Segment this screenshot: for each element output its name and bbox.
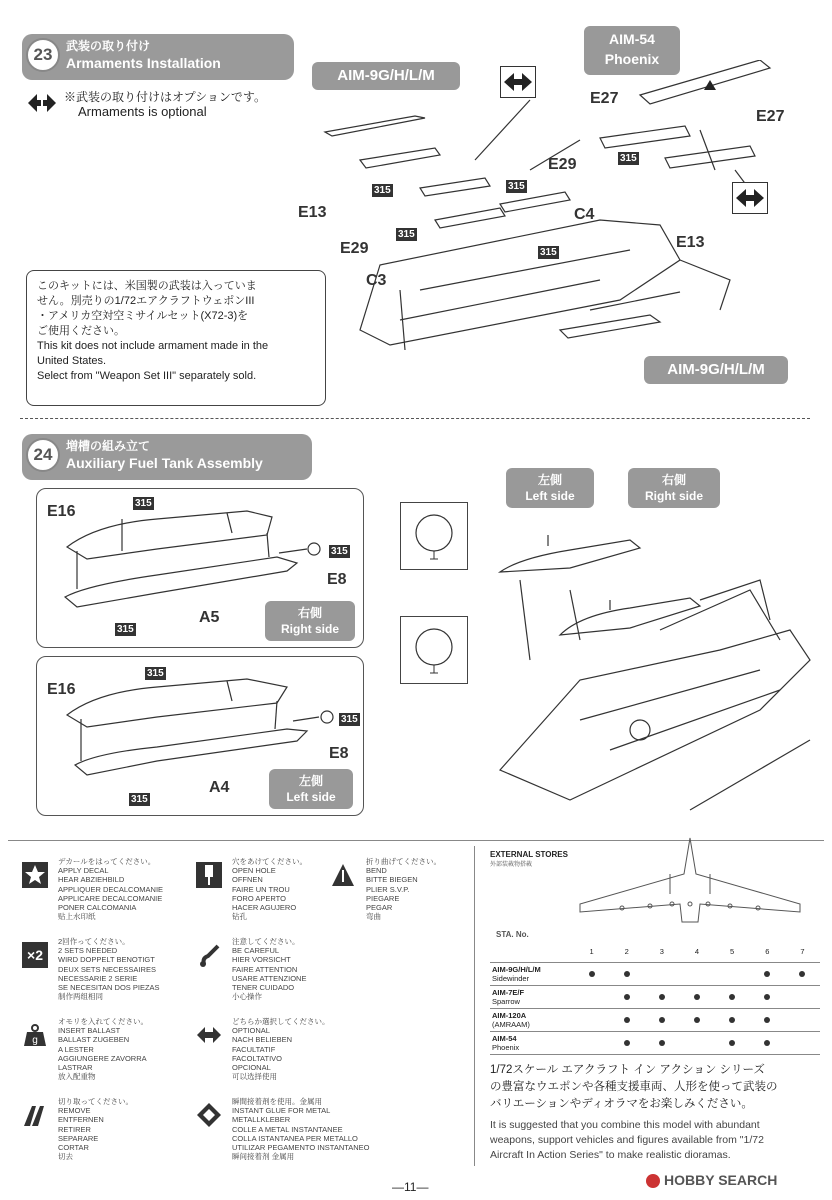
x2-icon: ×2 <box>22 942 48 968</box>
legend-line: BEND <box>366 866 387 876</box>
part-a5: A5 <box>199 609 220 626</box>
legend-line: 2 SETS NEEDED <box>58 946 118 956</box>
store-row <box>490 963 820 986</box>
weight-icon <box>22 1022 48 1048</box>
optional-icon <box>196 1022 222 1048</box>
legend-line: 弯曲 <box>366 912 381 922</box>
legend-line: FORO APERTO <box>232 893 286 903</box>
svg-text:g: g <box>32 1035 38 1046</box>
side-jp: 左側 <box>298 774 323 788</box>
remove-icon <box>22 1102 48 1128</box>
stores-rows <box>490 963 820 1055</box>
legend-line: METALLKLEBER <box>232 1115 291 1125</box>
legend-line: 注意してください。 <box>232 937 300 946</box>
paint-code: 315 <box>147 668 164 679</box>
legend-line: BITTE BIEGEN <box>366 875 418 885</box>
legend-line: FACULTATIF <box>232 1044 276 1054</box>
legend-line: 小心操作 <box>232 992 262 1002</box>
step-24-header <box>22 434 312 480</box>
legend-line: OFFNEN <box>232 875 263 885</box>
part-e27-b: E27 <box>756 108 785 125</box>
station-cell <box>715 986 750 1009</box>
legend-line: CORTAR <box>58 1143 89 1153</box>
legend-bend <box>366 857 441 921</box>
drill-icon <box>196 862 222 888</box>
step-title-jp: 武装の取り付け <box>66 39 151 53</box>
legend-line: 制作两组相同 <box>58 992 103 1002</box>
part-e8: E8 <box>327 571 347 588</box>
store-name-cell <box>490 1032 574 1055</box>
legend-line: 2回作ってください。 <box>58 937 130 946</box>
legend-line: BALLAST ZUGEBEN <box>58 1035 130 1045</box>
legend-line: COLLA ISTANTANEA PER METALLO <box>232 1133 358 1143</box>
station-cell <box>679 986 714 1009</box>
series-en-line: Aircraft In Action Series" to make realistic dioramas. <box>490 1149 731 1161</box>
station-dot-icon <box>729 994 735 1000</box>
legend-line: オモリを入れてください。 <box>58 1017 148 1026</box>
note-en-line: This kit does not include armament made in the <box>37 340 269 352</box>
station-dot-icon <box>694 1017 700 1023</box>
watermark-logo-icon <box>646 1174 660 1188</box>
legend-line: 可以选择使用 <box>232 1072 277 1082</box>
station-cell <box>644 963 679 986</box>
optional-icon-right <box>732 182 768 214</box>
note-jp-line: せん。別売りの1/72エアクラフトウェポンIII <box>37 295 255 307</box>
aim54-label-line1: AIM-54 <box>609 31 655 47</box>
station-cell <box>750 986 785 1009</box>
series-text-en <box>490 1118 820 1163</box>
optional-icon <box>28 92 56 114</box>
station-cell <box>785 1032 820 1055</box>
right-side-tag <box>265 601 355 641</box>
station-dot-icon <box>694 994 700 1000</box>
station-number: 6 <box>750 940 785 963</box>
station-dot-icon <box>659 994 665 1000</box>
legend-line: 贴上水印纸 <box>58 912 96 922</box>
station-cell <box>750 963 785 986</box>
paint-code: 315 <box>620 153 637 164</box>
side-en: Left side <box>525 489 575 503</box>
note-jp-line: ・アメリカ空対空ミサイルセット(X72-3)を <box>37 310 249 322</box>
part-e13-a: E13 <box>298 204 327 221</box>
legend-line: HIER VORSICHT <box>232 955 291 965</box>
series-text-jp <box>490 1062 820 1113</box>
store-name: AIM-9G/H/L/M <box>492 965 541 974</box>
star-icon <box>22 862 48 888</box>
legend-line: AGGIUNGERE ZAVORRA <box>58 1053 147 1063</box>
legend-line: NACH BELIEBEN <box>232 1035 293 1045</box>
legend-line: WIRD DOPPELT BENOTIGT <box>58 955 155 965</box>
station-cell <box>609 1009 644 1032</box>
legend-line: 放入配重物 <box>58 1072 96 1082</box>
optional-note-en: Armaments is optional <box>78 104 207 119</box>
station-header-row <box>490 940 820 963</box>
part-e16: E16 <box>47 503 76 520</box>
legend-hole <box>232 857 307 921</box>
part-e16: E16 <box>47 681 76 698</box>
station-number: 7 <box>785 940 820 963</box>
legend-line: BE CAREFUL <box>232 946 280 956</box>
store-subname: (AMRAAM) <box>492 1020 530 1029</box>
legend-line: FAIRE UN TROU <box>232 884 290 894</box>
caution-icon <box>196 942 222 968</box>
paint-code: 315 <box>131 794 148 805</box>
legend-optional <box>232 1017 330 1081</box>
legend-line: PLIER S.V.P. <box>366 884 410 894</box>
part-e29-a: E29 <box>548 156 577 173</box>
station-cell <box>679 1032 714 1055</box>
legend-line: FACOLTATIVO <box>232 1053 283 1063</box>
station-dot-icon <box>624 1017 630 1023</box>
station-cell <box>574 1009 609 1032</box>
legend-line: PIEGARE <box>366 893 400 903</box>
watermark-text: HOBBY SEARCH <box>664 1172 778 1188</box>
legend-line: 瞬间接着剂 金属用 <box>232 1152 295 1162</box>
station-cell <box>609 963 644 986</box>
aim54-label-line2: Phoenix <box>604 51 660 67</box>
station-number: 3 <box>644 940 679 963</box>
store-name: AIM-120A <box>492 1011 527 1020</box>
store-name-cell <box>490 986 574 1009</box>
legend-line: 钻孔 <box>232 912 247 922</box>
legend-line: FAIRE ATTENTION <box>232 964 298 974</box>
station-dot-icon <box>764 1017 770 1023</box>
legend-line: APPLY DECAL <box>58 866 109 876</box>
aim9-top-label: AIM-9G/H/L/M <box>312 62 460 90</box>
legend-two-sets <box>58 937 160 1001</box>
legend-line: UTILIZAR PEGAMENTO INSTANTANEO <box>232 1143 370 1153</box>
aim9-bottom-label: AIM-9G/H/L/M <box>644 356 788 384</box>
paint-code: 315 <box>398 229 415 240</box>
station-number: 5 <box>715 940 750 963</box>
series-jp-line: バリエーションやディオラマをお楽しみください。 <box>490 1098 753 1110</box>
side-jp: 右側 <box>661 473 686 487</box>
legend-line: OPEN HOLE <box>232 866 276 876</box>
legend-line: INSERT BALLAST <box>58 1026 121 1036</box>
side-en: Left side <box>286 790 336 804</box>
part-e29-b: E29 <box>340 240 369 257</box>
legend-line: DEUX SETS NECESSAIRES <box>58 964 156 974</box>
external-stores-subtitle: 外部装載物搭載 <box>490 862 533 868</box>
legend-line: 瞬間接着剤を使用。金属用 <box>232 1097 322 1106</box>
note-jp-line: このキットには、米国製の武装は入っていま <box>37 280 257 292</box>
legend-line: ENTFERNEN <box>58 1115 104 1125</box>
legend-ballast <box>58 1017 148 1081</box>
part-e8: E8 <box>329 745 349 762</box>
station-cell <box>785 963 820 986</box>
note-en-line: Select from "Weapon Set III" separately sold. <box>37 370 257 382</box>
station-cell <box>644 1032 679 1055</box>
step-title-en: Armaments Installation <box>66 55 221 71</box>
station-dot-icon <box>659 1017 665 1023</box>
station-cell <box>715 1009 750 1032</box>
station-cell <box>715 963 750 986</box>
external-stores-table <box>490 940 820 1055</box>
legend-line: RETIRER <box>58 1124 91 1134</box>
legend-line: LASTRAR <box>58 1063 93 1073</box>
legend-careful <box>232 937 306 1001</box>
optional-icon-top <box>500 66 536 98</box>
station-cell <box>715 1032 750 1055</box>
paint-code: 315 <box>117 624 134 635</box>
legend-line: COLLE A METAL INSTANTANEE <box>232 1124 343 1134</box>
bend-icon <box>330 862 356 888</box>
legend-line: SEPARARE <box>58 1133 99 1143</box>
legend-line: HEAR ABZIEHBILD <box>58 875 125 885</box>
paint-code: 315 <box>341 714 358 725</box>
paint-code: 315 <box>331 546 348 557</box>
station-number: 2 <box>609 940 644 963</box>
detail-inset-top <box>400 502 468 570</box>
watermark <box>646 1172 777 1188</box>
legend-line: PEGAR <box>366 903 393 913</box>
station-dot-icon <box>659 1040 665 1046</box>
station-cell <box>644 986 679 1009</box>
external-stores-title: EXTERNAL STORES <box>490 850 568 859</box>
part-e27-a: E27 <box>590 90 619 107</box>
note-en-line: United States. <box>37 355 107 367</box>
station-cell <box>785 986 820 1009</box>
side-jp: 右側 <box>297 606 322 620</box>
station-cell <box>574 963 609 986</box>
series-jp-line: の豊富なウエポンや各種支援車両、人形を使って武装の <box>490 1081 778 1093</box>
armament-drawing <box>300 60 810 400</box>
legend-line: APPLICARE DECALCOMANIE <box>58 893 163 903</box>
step-number: 24 <box>26 438 60 472</box>
legend-line: NECESSARIE 2 SERIE <box>58 973 138 983</box>
legend-decal <box>58 857 163 921</box>
part-a4: A4 <box>209 779 230 796</box>
station-dot-icon <box>764 994 770 1000</box>
station-cell <box>750 1009 785 1032</box>
station-cell <box>785 1009 820 1032</box>
station-cell <box>679 963 714 986</box>
right-side-callout <box>628 468 720 508</box>
step-title-jp: 増槽の組み立て <box>66 439 151 453</box>
store-subname: Sidewinder <box>492 974 530 983</box>
legend-line: APPLIQUER DECALCOMANIE <box>58 884 164 894</box>
station-dot-icon <box>764 971 770 977</box>
station-dot-icon <box>624 971 630 977</box>
station-dot-icon <box>589 971 595 977</box>
section-divider <box>20 418 810 419</box>
series-en-line: weapons, support vehicles and figures available from "1/72 <box>490 1134 764 1146</box>
step-number: 23 <box>26 38 60 72</box>
optional-note-jp: ※武装の取り付けはオプションです。 <box>64 90 266 104</box>
store-subname: Sparrow <box>492 997 520 1006</box>
paint-code: 315 <box>508 181 525 192</box>
legend-vertical-divider <box>474 846 475 1166</box>
station-dot-icon <box>729 1017 735 1023</box>
series-jp-line: 1/72スケール エアクラフト イン アクション シリーズ <box>490 1064 765 1076</box>
side-en: Right side <box>280 622 339 636</box>
legend-line: OPTIONAL <box>232 1026 270 1036</box>
store-subname: Phoenix <box>492 1043 520 1052</box>
store-name: AIM-54 <box>492 1034 517 1043</box>
legend-line: A LESTER <box>58 1044 94 1054</box>
step-title-en: Auxiliary Fuel Tank Assembly <box>66 455 263 471</box>
legend-line: SE NECESITAN DOS PIEZAS <box>58 983 160 993</box>
station-dot-icon <box>764 1040 770 1046</box>
legend-line: 切去 <box>58 1152 73 1162</box>
station-dot-icon <box>624 1040 630 1046</box>
legend-line: 折り曲げてください。 <box>366 857 441 866</box>
station-cell <box>644 1009 679 1032</box>
left-side-tag <box>269 769 353 809</box>
aircraft-fuel-tank-drawing <box>460 510 820 820</box>
fuel-tank-left-box <box>36 656 364 816</box>
paint-code: 315 <box>540 247 557 258</box>
station-dot-icon <box>624 994 630 1000</box>
station-cell <box>574 986 609 1009</box>
step-23-header <box>22 34 294 80</box>
paint-code: 315 <box>374 185 391 196</box>
store-row <box>490 1009 820 1032</box>
legend-line: HACER AGUJERO <box>232 903 297 913</box>
side-en: Right side <box>644 489 703 503</box>
paint-code: 315 <box>135 498 152 509</box>
legend-line: USARE ATTENZIONE <box>232 973 307 983</box>
legend-line: REMOVE <box>58 1106 91 1116</box>
store-row <box>490 1032 820 1055</box>
kit-note-box <box>26 270 326 406</box>
legend-line: どちらか選択してください。 <box>232 1017 330 1026</box>
legend-line: PONER CALCOMANIA <box>58 903 137 913</box>
note-jp-line: ご使用ください。 <box>37 325 125 337</box>
page-number: —11— <box>392 1180 429 1194</box>
store-name-cell <box>490 963 574 986</box>
sta-label: STA. No. <box>496 930 529 939</box>
legend-remove <box>58 1097 133 1161</box>
legend-line: デカールをはってください。 <box>58 857 156 866</box>
left-side-callout <box>506 468 594 508</box>
station-cell <box>679 1009 714 1032</box>
station-cell <box>609 986 644 1009</box>
part-e13-b: E13 <box>676 234 705 251</box>
station-cell <box>574 1032 609 1055</box>
station-number: 4 <box>679 940 714 963</box>
store-name-cell <box>490 1009 574 1032</box>
series-en-line: It is suggested that you combine this model with abundant <box>490 1119 760 1131</box>
station-dot-icon <box>799 971 805 977</box>
legend-line: TENER CUIDADO <box>232 983 295 993</box>
part-c3: C3 <box>366 272 387 289</box>
side-jp: 左側 <box>537 473 562 487</box>
store-row <box>490 986 820 1009</box>
station-number: 1 <box>574 940 609 963</box>
aircraft-topview-icon <box>560 834 820 930</box>
store-name: AIM-7E/F <box>492 988 525 997</box>
legend-line: 切り取ってください。 <box>58 1097 133 1106</box>
station-cell <box>750 1032 785 1055</box>
legend-metal-glue <box>232 1097 370 1161</box>
legend-line: OPCIONAL <box>232 1063 271 1073</box>
station-cell <box>609 1032 644 1055</box>
legend-line: 穴をあけてください。 <box>232 857 307 866</box>
detail-inset-bottom <box>400 616 468 684</box>
metal-glue-icon <box>196 1102 222 1128</box>
station-dot-icon <box>729 1040 735 1046</box>
fuel-tank-right-box <box>36 488 364 648</box>
legend-line: INSTANT GLUE FOR METAL <box>232 1106 331 1116</box>
part-c4: C4 <box>574 206 595 223</box>
